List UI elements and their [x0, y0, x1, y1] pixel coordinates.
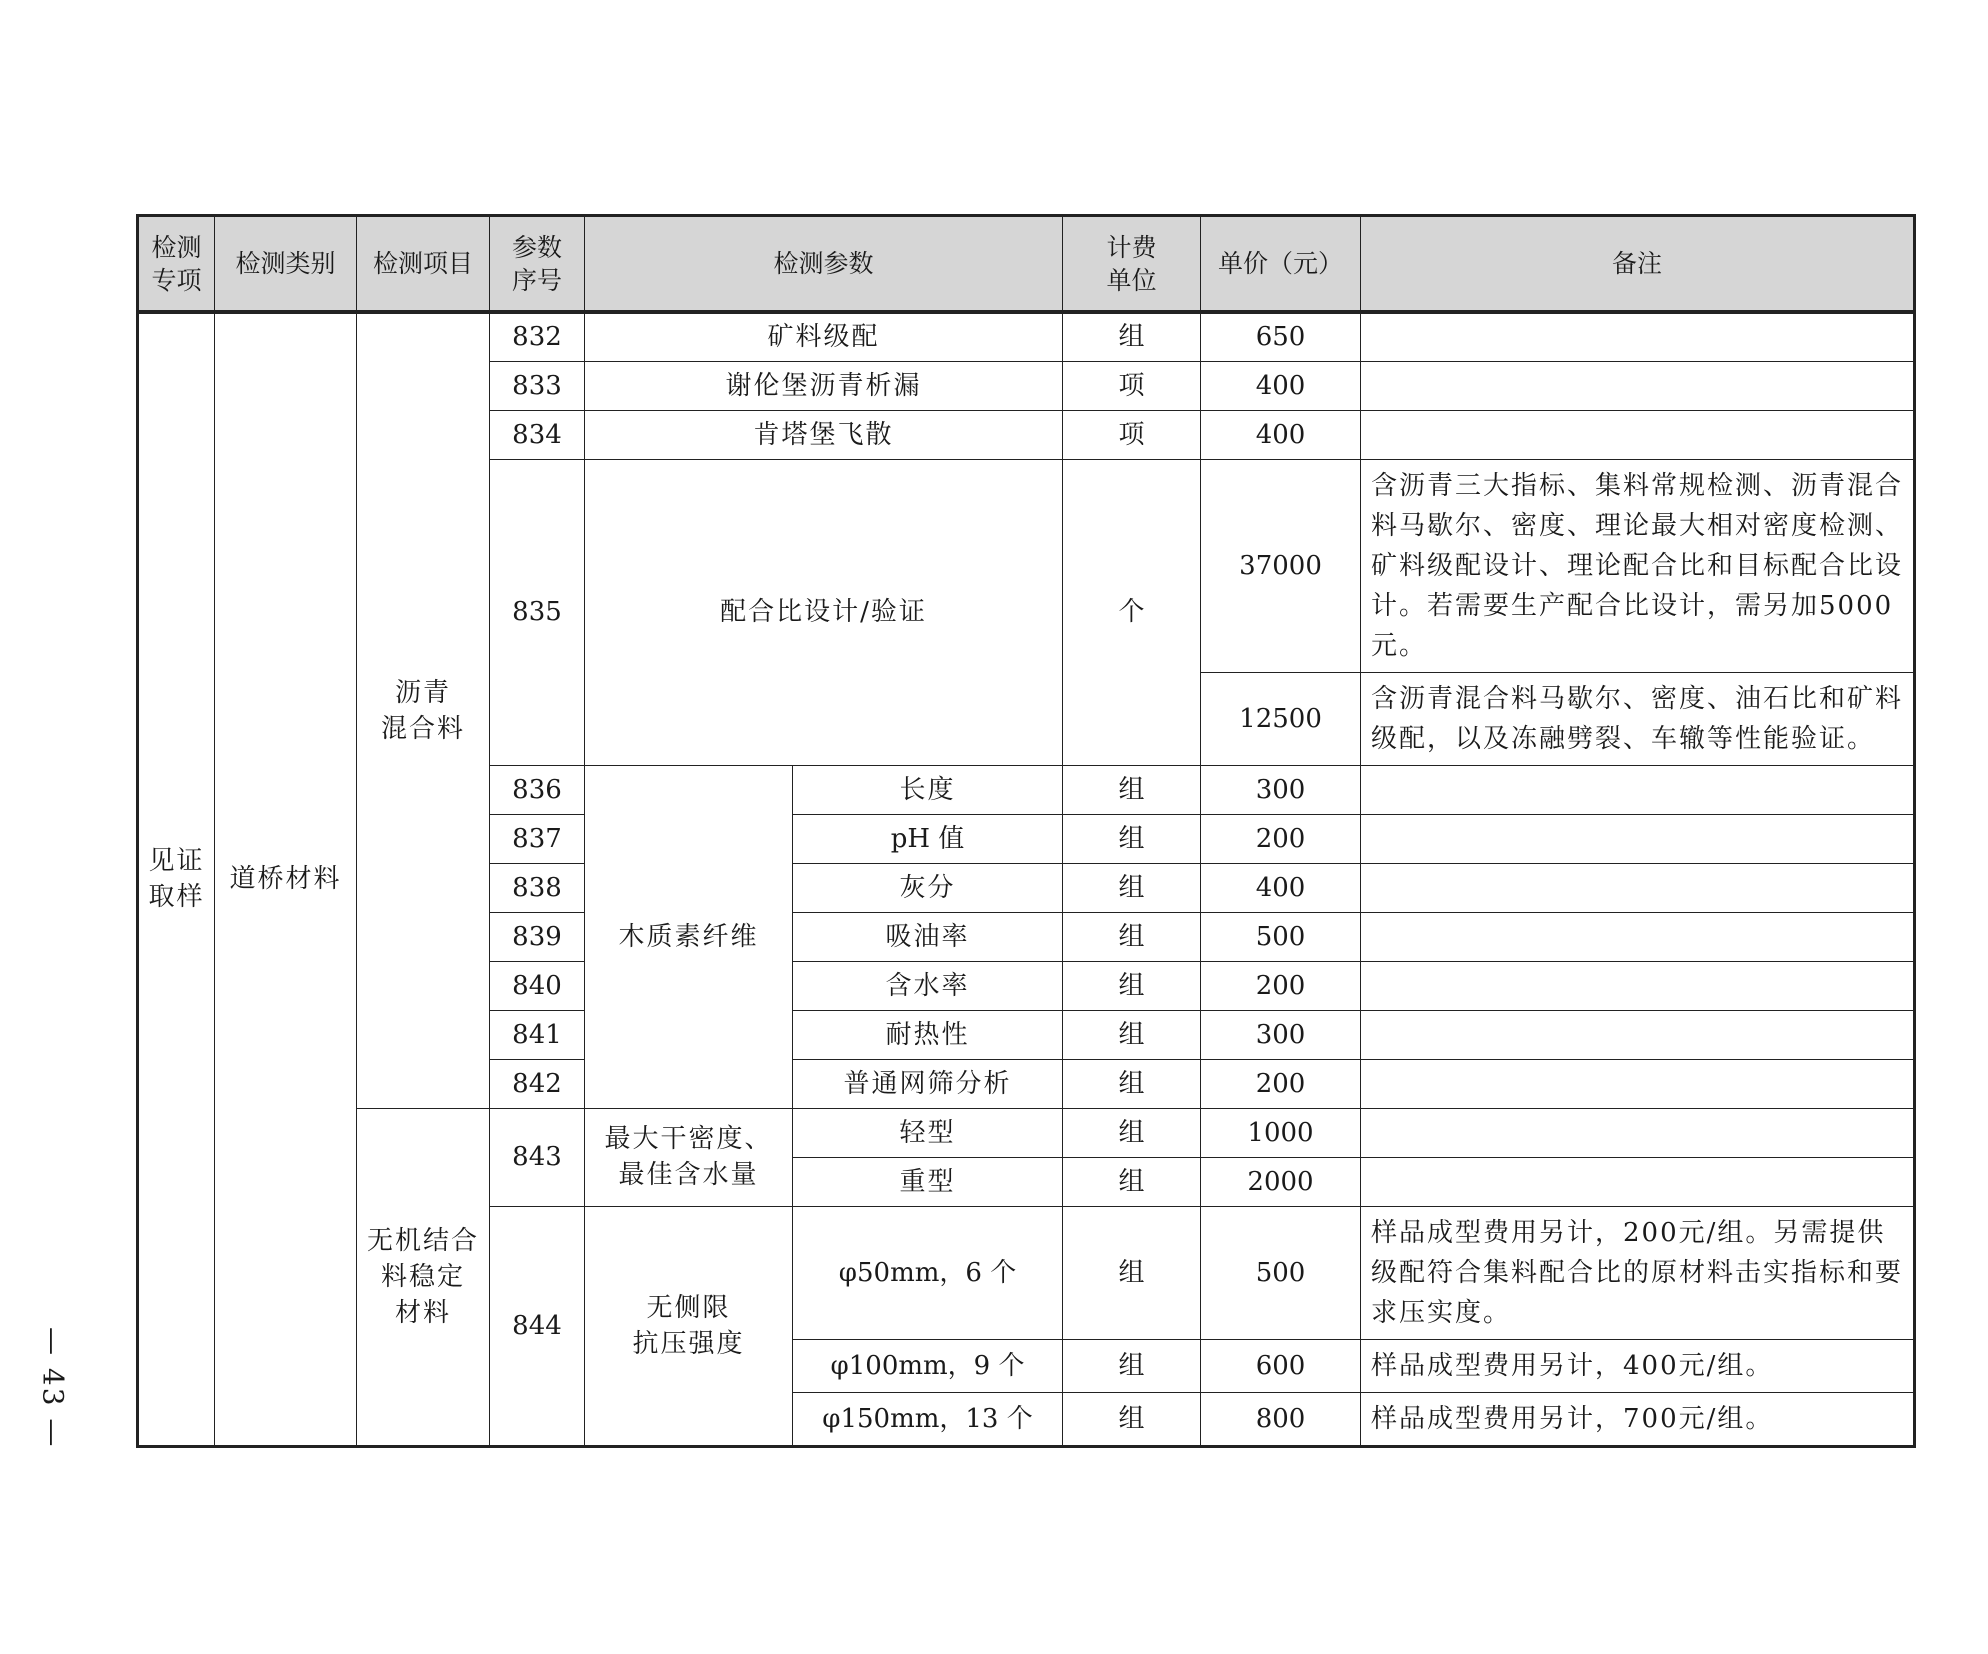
table-row [138, 1108, 1915, 1157]
price-cell: 500 [1201, 1206, 1361, 1339]
compaction-group-cell: 最大干密度、 最佳含水量 [585, 1108, 793, 1206]
remark-cell [1361, 765, 1915, 814]
param-cell: 含水率 [793, 961, 1063, 1010]
seq-cell: 838 [490, 863, 585, 912]
header-seq: 参数 序号 [490, 216, 585, 313]
param-cell: 长度 [793, 765, 1063, 814]
price-cell: 650 [1201, 312, 1361, 361]
price-cell: 200 [1201, 961, 1361, 1010]
special-cell: 见证 取样 [138, 312, 215, 1446]
param-cell: φ150mm，13 个 [793, 1392, 1063, 1446]
unit-cell: 组 [1063, 1206, 1201, 1339]
remark-cell [1361, 1108, 1915, 1157]
unit-cell: 组 [1063, 961, 1201, 1010]
param-cell: 肯塔堡飞散 [585, 410, 1063, 459]
price-cell: 600 [1201, 1339, 1361, 1392]
unit-cell: 组 [1063, 1392, 1201, 1446]
unit-cell: 组 [1063, 312, 1201, 361]
category-cell: 道桥材料 [215, 312, 357, 1446]
header-remark: 备注 [1361, 216, 1915, 313]
param-cell: 配合比设计/验证 [585, 459, 1063, 765]
header-category: 检测类别 [215, 216, 357, 313]
remark-cell [1361, 814, 1915, 863]
remark-cell [1361, 961, 1915, 1010]
remark-cell [1361, 1010, 1915, 1059]
param-cell: 灰分 [793, 863, 1063, 912]
param-cell: φ100mm，9 个 [793, 1339, 1063, 1392]
remark-cell [1361, 863, 1915, 912]
seq-cell: 841 [490, 1010, 585, 1059]
price-cell: 37000 [1201, 459, 1361, 672]
header-price: 单价（元） [1201, 216, 1361, 313]
remark-cell [1361, 312, 1915, 361]
param-cell: 耐热性 [793, 1010, 1063, 1059]
remark-cell [1361, 361, 1915, 410]
header-item: 检测项目 [357, 216, 490, 313]
unit-cell: 组 [1063, 1157, 1201, 1206]
unit-cell: 项 [1063, 410, 1201, 459]
price-cell: 2000 [1201, 1157, 1361, 1206]
remark-cell [1361, 410, 1915, 459]
unit-cell: 个 [1063, 459, 1201, 765]
unit-cell: 组 [1063, 863, 1201, 912]
remark-cell: 样品成型费用另计，400元/组。 [1361, 1339, 1915, 1392]
seq-cell: 837 [490, 814, 585, 863]
price-cell: 200 [1201, 1059, 1361, 1108]
compressive-group-cell: 无侧限 抗压强度 [585, 1206, 793, 1446]
price-cell: 300 [1201, 765, 1361, 814]
seq-cell: 835 [490, 459, 585, 765]
seq-cell: 840 [490, 961, 585, 1010]
param-cell: 吸油率 [793, 912, 1063, 961]
fiber-group-cell: 木质素纤维 [585, 765, 793, 1108]
param-cell: 谢伦堡沥青析漏 [585, 361, 1063, 410]
remark-cell [1361, 912, 1915, 961]
price-cell: 500 [1201, 912, 1361, 961]
page-number: — 43 — [36, 1327, 70, 1449]
param-cell: 重型 [793, 1157, 1063, 1206]
remark-cell: 样品成型费用另计，700元/组。 [1361, 1392, 1915, 1446]
param-cell: 矿料级配 [585, 312, 1063, 361]
unit-cell: 项 [1063, 361, 1201, 410]
unit-cell: 组 [1063, 765, 1201, 814]
price-cell: 400 [1201, 410, 1361, 459]
remark-cell [1361, 1059, 1915, 1108]
seq-cell: 834 [490, 410, 585, 459]
unit-cell: 组 [1063, 1108, 1201, 1157]
price-cell: 12500 [1201, 672, 1361, 765]
price-cell: 800 [1201, 1392, 1361, 1446]
seq-cell: 843 [490, 1108, 585, 1206]
param-cell: pH 值 [793, 814, 1063, 863]
unit-cell: 组 [1063, 814, 1201, 863]
item-asphalt-cell: 沥青 混合料 [357, 312, 490, 1108]
header-special: 检测 专项 [138, 216, 215, 313]
item-inorganic-cell: 无机结合 料稳定 材料 [357, 1108, 490, 1446]
seq-cell: 832 [490, 312, 585, 361]
unit-cell: 组 [1063, 1339, 1201, 1392]
table-row [138, 312, 1915, 361]
unit-cell: 组 [1063, 912, 1201, 961]
remark-cell: 样品成型费用另计，200元/组。另需提供级配符合集料配合比的原材料击实指标和要求压实度。 [1361, 1206, 1915, 1339]
seq-cell: 836 [490, 765, 585, 814]
seq-cell: 842 [490, 1059, 585, 1108]
unit-cell: 组 [1063, 1010, 1201, 1059]
remark-cell: 含沥青混合料马歇尔、密度、油石比和矿料级配，以及冻融劈裂、车辙等性能验证。 [1361, 672, 1915, 765]
price-cell: 1000 [1201, 1108, 1361, 1157]
header-unit: 计费 单位 [1063, 216, 1201, 313]
remark-cell: 含沥青三大指标、集料常规检测、沥青混合料马歇尔、密度、理论最大相对密度检测、矿料级配设计、理论配合比和目标配合比设计。若需要生产配合比设计，需另加5000元。 [1361, 459, 1915, 672]
param-cell: φ50mm，6 个 [793, 1206, 1063, 1339]
param-cell: 普通网筛分析 [793, 1059, 1063, 1108]
seq-cell: 839 [490, 912, 585, 961]
header-param: 检测参数 [585, 216, 1063, 313]
header-row [138, 216, 1915, 313]
seq-cell: 844 [490, 1206, 585, 1446]
seq-cell: 833 [490, 361, 585, 410]
price-table [136, 214, 1916, 1448]
unit-cell: 组 [1063, 1059, 1201, 1108]
param-cell: 轻型 [793, 1108, 1063, 1157]
price-cell: 200 [1201, 814, 1361, 863]
price-cell: 400 [1201, 863, 1361, 912]
price-cell: 300 [1201, 1010, 1361, 1059]
price-cell: 400 [1201, 361, 1361, 410]
remark-cell [1361, 1157, 1915, 1206]
